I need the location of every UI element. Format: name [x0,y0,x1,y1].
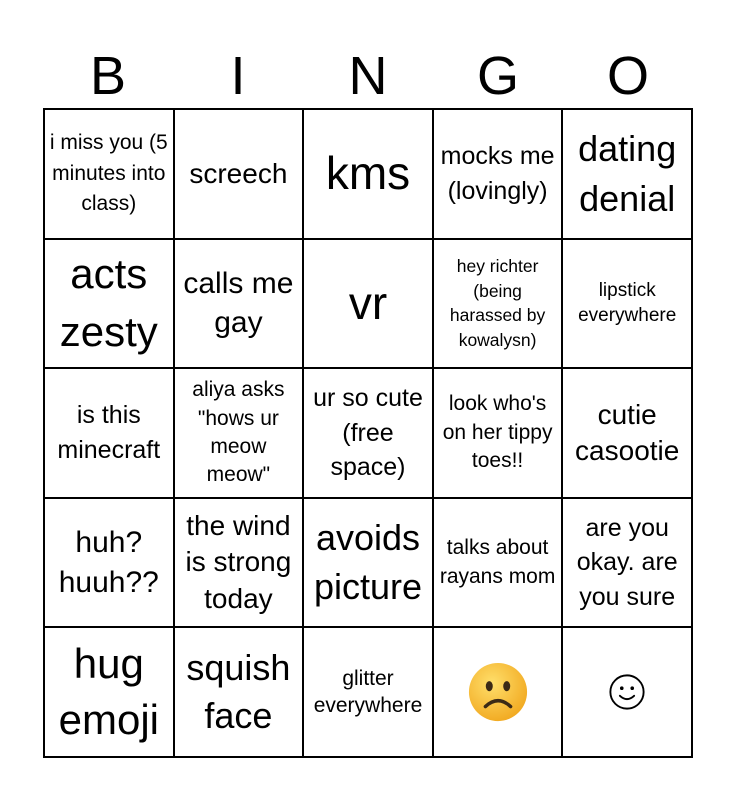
cell-text: glitter everywhere [313,666,423,718]
cell-text: calls me gay [183,266,294,340]
cell-text: is this minecraft [57,401,161,464]
cell-text: ur so cute (free space) [313,384,423,482]
bingo-cell[interactable] [562,627,692,757]
bingo-cell[interactable] [44,109,174,239]
cell-text: mocks me (lovingly) [440,142,555,205]
bingo-cell[interactable] [303,627,433,757]
cell-text: kms [325,147,411,200]
bingo-cell[interactable] [433,109,563,239]
cell-text: cutie casootie [575,398,680,466]
cell-text: huh? huuh?? [58,526,159,599]
header-letter-i: I [230,46,246,106]
bingo-cell[interactable] [44,239,174,369]
bingo-cell[interactable] [44,368,174,498]
header-letter-b: B [89,46,127,106]
header-letter-g: G [476,46,519,106]
bingo-cell[interactable] [562,498,692,628]
bingo-cell[interactable] [174,368,304,498]
cell-text: are you okay. are you sure [576,513,678,611]
bingo-cell[interactable] [174,627,304,757]
bingo-cell[interactable] [174,109,304,239]
bingo-cell[interactable] [562,368,692,498]
bingo-cell[interactable] [303,109,433,239]
smiling-face-outline-icon [608,673,646,711]
bingo-cell[interactable] [44,498,174,628]
bingo-cell[interactable] [303,368,433,498]
bingo-cell[interactable] [562,109,692,239]
cell-text: i miss you (5 minutes into class) [49,131,168,216]
header-letter-o: O [606,46,649,106]
bingo-cell[interactable] [562,239,692,369]
bingo-cell[interactable] [174,498,304,628]
cell-text: squish face [186,646,291,737]
cell-text: the wind is strong today [185,510,292,614]
bingo-cell[interactable] [174,239,304,369]
cell-text: look who's on her tippy toes!! [442,392,553,473]
cell-text: avoids picture [313,517,423,607]
bingo-header [43,44,693,108]
bingo-cell[interactable] [433,239,563,369]
header-letter-n: N [348,46,388,106]
frowning-face-icon [467,661,529,723]
cell-text: talks about rayans mom [439,536,556,588]
bingo-board [43,108,693,758]
cell-text: screech [189,157,288,189]
cell-text: acts zesty [59,249,158,356]
bingo-cell[interactable] [44,627,174,757]
bingo-cell[interactable] [433,627,563,757]
bingo-cell[interactable] [303,239,433,369]
bingo-cell[interactable] [303,498,433,628]
cell-text: hey richter (being harassed by kowalysn) [449,256,546,350]
bingo-cell[interactable] [433,498,563,628]
cell-text: hug emoji [58,639,159,744]
cell-text: dating denial [578,128,677,219]
cell-text: aliya asks "hows ur meow meow" [192,378,285,487]
cell-text: lipstick everywhere [578,279,677,327]
bingo-cell[interactable] [433,368,563,498]
cell-text: vr [348,276,388,329]
